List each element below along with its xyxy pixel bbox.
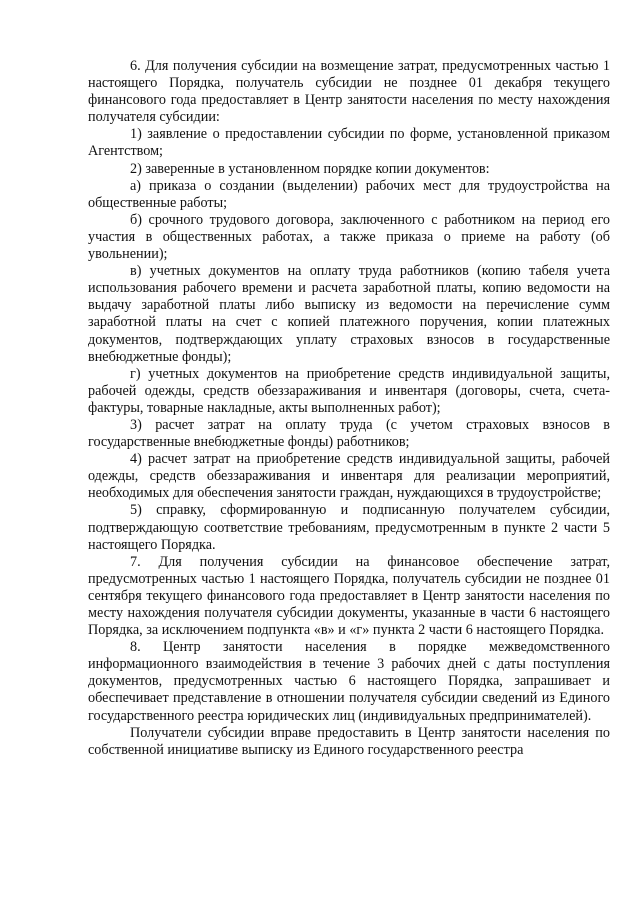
paragraph-7: 7. Для получения субсидии на финансовое обеспечение затрат, предусмотренных частью 1 настоящего Порядка, получатель субсидии не позднее 01 сентября текущего финансового года предоставляет в Центр занятости населения по месту нахождения получателя субсидии документы, указанные в части 6 настоящего Порядка, за исключением подпункта «в» и «г» пункта 2 части 6 настоящего Порядка. <box>88 553 610 639</box>
paragraph-6-item-4: 4) расчет затрат на приобретение средств индивидуальной защиты, рабочей одежды, средств обеззараживания и инвентаря для реализации мероприятий, необходимых для обеспечения занятости граждан, нуждающихся в трудоустройстве; <box>88 451 610 502</box>
document-page <box>88 58 610 759</box>
paragraph-6: 6. Для получения субсидии на возмещение затрат, предусмотренных частью 1 настоящего Порядка, получатель субсидии не позднее 01 декабря текущего финансового года предоставляет в Центр занятости населения по месту нахождения получателя субсидии: <box>88 58 610 126</box>
paragraph-6-item-2a: а) приказа о создании (выделении) рабочих мест для трудоустройства на общественные работы; <box>88 177 610 211</box>
paragraph-6-item-3: 3) расчет затрат на оплату труда (с учетом страховых взносов в государственные внебюджетные фонды) работников; <box>88 416 610 451</box>
paragraph-8: 8. Центр занятости населения в порядке межведомственного информационного взаимодействия в течение 3 рабочих дней с даты поступления документов, предусмотренных частью 6 настоящего Порядка, запрашивает и обеспечивает представление в отношении получателя субсидии сведений из Единого государственного реестра юридических лиц (индивидуальных предпринимателей). <box>88 639 610 724</box>
paragraph-6-item-5: 5) справку, сформированную и подписанную получателем субсидии, подтверждающую соответствие требованиям, предусмотренным в пункте 2 части 5 настоящего Порядка. <box>88 502 610 553</box>
paragraph-6-item-2g: г) учетных документов на приобретение средств индивидуальной защиты, рабочей одежды, средств обеззараживания и инвентаря (договоры, счета, счета-фактуры, товарные накладные, акты выполненных работ); <box>88 365 610 416</box>
paragraph-6-item-1: 1) заявление о предоставлении субсидии по форме, установленной приказом Агентством; <box>88 126 610 160</box>
paragraph-6-item-2: 2) заверенные в установленном порядке копии документов: <box>130 160 490 177</box>
paragraph-8-continuation: Получатели субсидии вправе предоставить в Центр занятости населения по собственной инициативе выписку из Единого государственного реестра <box>88 724 610 758</box>
paragraph-6-item-2b: б) срочного трудового договора, заключенного с работником на период его участия в общественных работах, а также приказа о приеме на работу (об увольнении); <box>88 211 610 263</box>
paragraph-6-item-2v: в) учетных документов на оплату труда работников (копию табеля учета использования рабочего времени и расчета заработной платы, копию ведомости на выдачу заработной платы либо выписку из ведомости на перечисление сумм заработной платы на счет с копией платежного поручения, копии платежных документов, подтверждающих уплату страховых взносов в государственные внебюджетные фонды); <box>88 263 610 365</box>
